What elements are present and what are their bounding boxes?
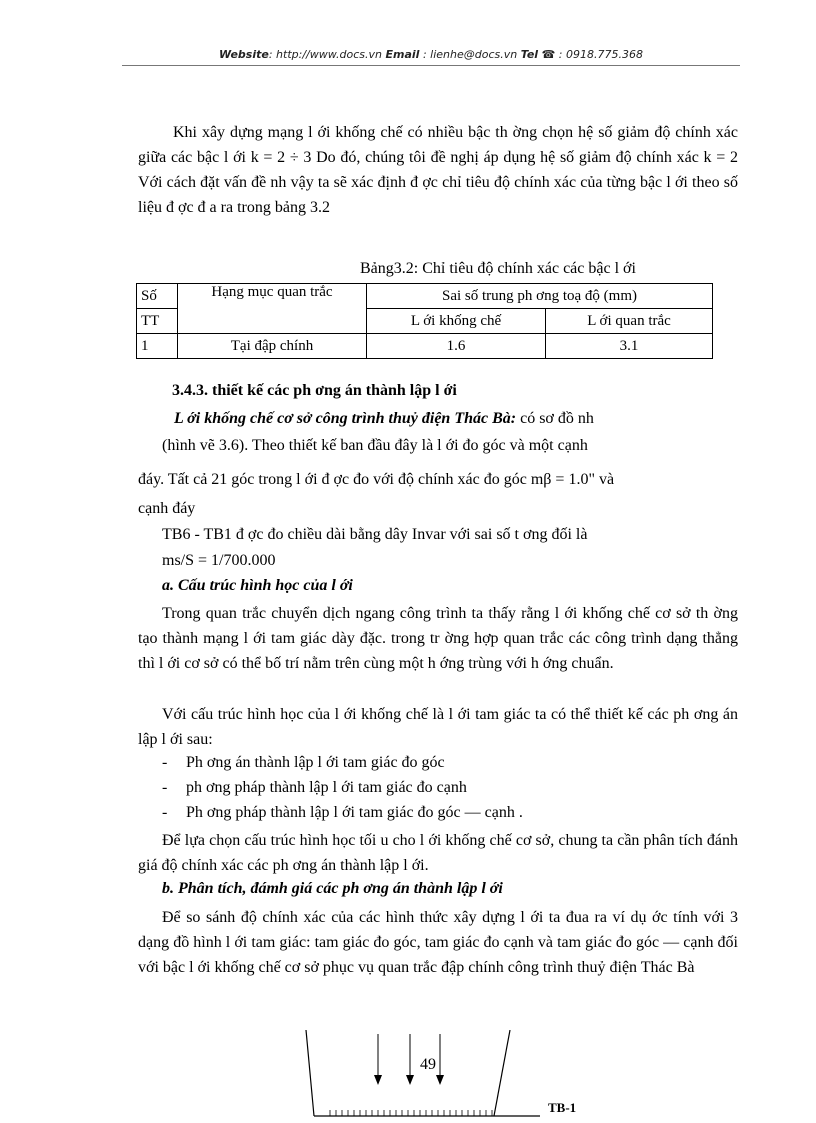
paragraph-a2: Với cấu trúc hình học của l ới khống chế là l ới tam giác ta có thể thiết kế các ph ơng án lập l ới sau: <box>138 706 738 748</box>
paragraph-line-ms: ms/S = 1/700.000 <box>162 552 276 569</box>
row-number: 1 <box>137 334 178 359</box>
paragraph-a3: Để lựa chọn cấu trúc hình học tối u cho l ới khống chế cơ sở, chung ta cần phân tích đánh giá độ chính xác các ph ơng án thành lập l ới. <box>138 832 738 874</box>
section-title: 3.4.3. thiết kế các ph ơng án thành lập l ới <box>172 382 457 399</box>
email-label: Email <box>385 48 420 61</box>
header-tt: TT <box>137 309 178 334</box>
phone-icon: ☎ <box>541 48 556 61</box>
lead-bold: L ới khống chế cơ sở công trình thuỷ điện Thác Bà: <box>174 410 517 427</box>
row-value-monitoring: 3.1 <box>546 334 713 359</box>
row-value-control: 1.6 <box>367 334 546 359</box>
page-header <box>122 48 740 61</box>
header-monitoring-network: L ới quan trắc <box>546 309 713 334</box>
bullet-item <box>162 779 467 797</box>
paragraph-line-canh: cạnh đáy <box>138 500 196 517</box>
bullet-item <box>162 754 445 772</box>
header-control-network: L ới khống chế <box>367 309 546 334</box>
subsection-a-title: a. Cấu trúc hình học của l ới <box>162 577 353 594</box>
website-url[interactable]: : http://www.docs.vn <box>268 48 383 61</box>
paragraph-b1: Để so sánh độ chính xác của các hình thức xây dựng l ới ta đua ra ví dụ ớc tính với 3 dạng đồ hình l ới tam giác: tam giác đo góc, tam giác đo cạnh và tam giác đo góc — cạnh đối với bậc l ới khống chế cơ sở phục vụ quan trắc đập chính công trình thuỷ điện Thác Bà <box>138 909 738 976</box>
header-so: Số <box>137 284 178 309</box>
figure-3-6-partial <box>290 1030 590 1123</box>
tel-number: : 0918.775.368 <box>555 48 643 61</box>
lead-line <box>174 410 594 428</box>
bullet-text: Ph ơng án thành lập l ới tam giác đo góc <box>186 754 445 771</box>
table-3-2 <box>136 283 713 359</box>
header-item: Hạng mục quan trắc <box>178 284 367 334</box>
tel-label: Tel <box>520 48 539 61</box>
bullet-text: Ph ơng pháp thành lập l ới tam giác đo góc — cạnh . <box>186 804 523 821</box>
paragraph-line-tb6: TB6 - TB1 đ ợc đo chiều dài bằng dây Invar với sai số t ơng đối là <box>162 526 588 543</box>
row-item: Tại đập chính <box>178 334 367 359</box>
intro-paragraph: Khi xây dựng mạng l ới khống chế có nhiều bậc th ờng chọn hệ số giảm độ chính xác giữa các bậc l ới k = 2 ÷ 3 Do đó, chúng tôi đề nghị áp dụng hệ số giảm độ chính xác k = 2 Với cách đặt vấn đề nh vậy ta sẽ xác định đ ợc chỉ tiêu độ chính xác của từng bậc l ới theo số liệu đ ợc đ a ra trong bảng 3.2 <box>138 124 738 216</box>
paragraph-line-day: đáy. Tất cả 21 góc trong l ới đ ợc đo với độ chính xác đo góc mβ = 1.0" và <box>138 471 615 488</box>
bullet-mark: - <box>162 804 168 821</box>
paragraph-line-hinh: (hình vẽ 3.6). Theo thiết kế ban đầu đây là l ới đo góc và một cạnh <box>162 437 588 454</box>
header-divider <box>122 65 740 66</box>
subsection-b-title: b. Phân tích, đámh giá các ph ơng án thành lập l ới <box>162 880 503 897</box>
bullet-mark: - <box>162 754 168 771</box>
website-label: Website <box>219 48 269 61</box>
lead-rest: có sơ đồ nh <box>516 410 594 427</box>
bullet-mark: - <box>162 779 168 796</box>
bullet-item <box>162 804 523 822</box>
paragraph-a1: Trong quan trắc chuyển dịch ngang công trình ta thấy rằng l ới khống chế cơ sở th ờng tạo thành mạng l ới tam giác dày đặc. trong tr ờng hợp quan trắc các công trình dạng thẳng thì l ới cơ sở có thể bố trí nằm trên cùng một h ớng trùng với h ớng chuẩn. <box>138 605 738 672</box>
email-address[interactable]: : lienhe@docs.vn <box>419 48 518 61</box>
header-error: Sai số trung ph ơng toạ độ (mm) <box>367 284 713 309</box>
figure-label-tb1: TB-1 <box>548 1100 577 1115</box>
page-number: 49 <box>420 1056 436 1073</box>
table-caption: Bảng3.2: Chỉ tiêu độ chính xác các bậc l ới <box>360 260 636 277</box>
bullet-text: ph ơng pháp thành lập l ới tam giác đo cạnh <box>186 779 467 796</box>
